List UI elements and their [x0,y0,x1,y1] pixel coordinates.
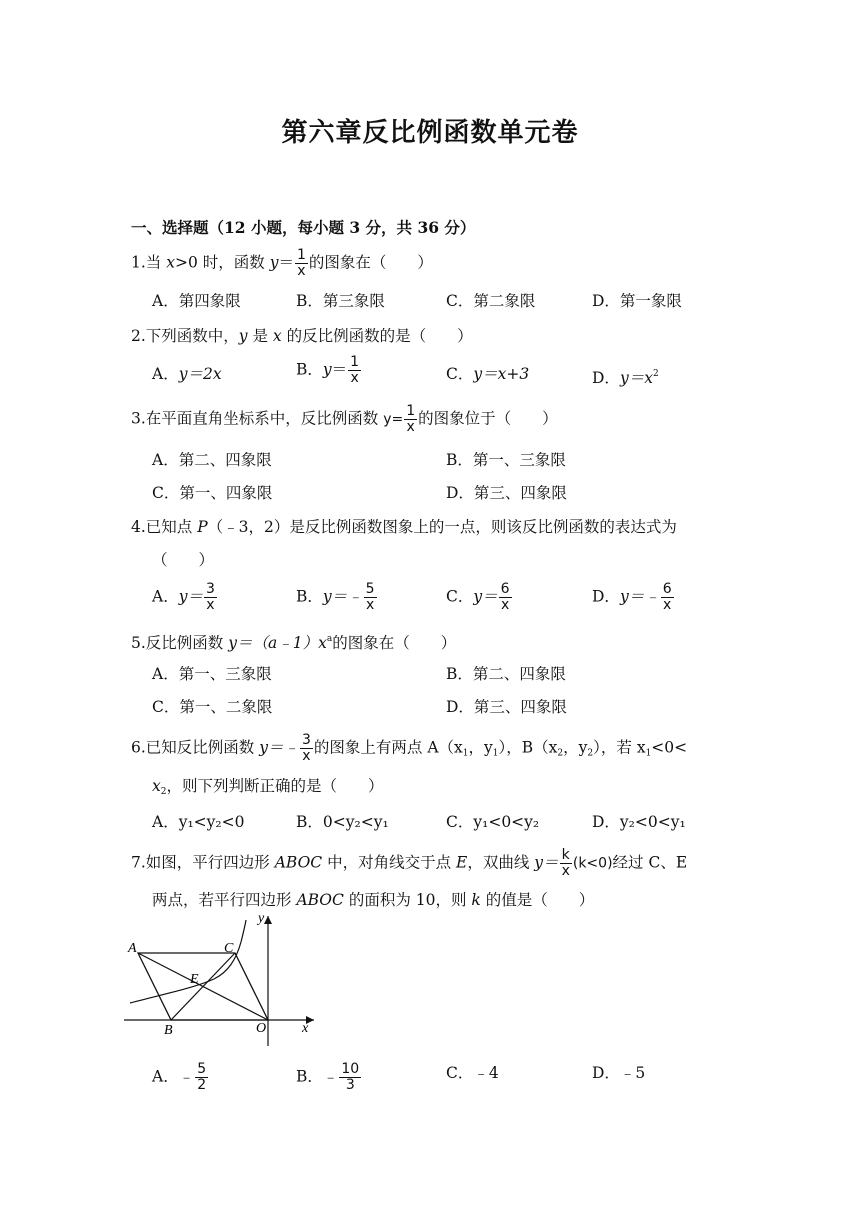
question-7: 7.如图，平行四边形 ABOC 中，对角线交于点 E，双曲线 y＝ $\frac{k}{x}$ (k<0)经过 C、E [131,847,688,879]
question-3: 3.在平面直角坐标系中，反比例函数 y= $\frac{1}{x}$ 的图象位于（ ） [131,403,558,435]
question-1: 1.当 x>0 时，函数 y＝ $\frac{1}{x}$ 的图象在（ ） [131,247,433,279]
q1-option-c[interactable]: C．第二象限 [446,292,536,310]
q1-option-d[interactable]: D．第一象限 [592,292,682,310]
q5-option-d[interactable]: D．第三、四象限 [446,698,567,716]
q3-option-c[interactable]: C．第一、四象限 [152,484,273,502]
label-c: C [224,941,234,956]
fraction: $\frac{1}{x}$ [296,247,306,279]
q2-option-c[interactable]: C．y＝x+3 [446,365,530,383]
question-2: 2.下列函数中，y 是 x 的反比例函数的是（ ） [131,327,473,345]
q3-option-a[interactable]: A．第二、四象限 [152,451,272,469]
q5-option-a[interactable]: A．第一、三象限 [152,665,272,683]
q3-option-d[interactable]: D．第三、四象限 [446,484,567,502]
q7-option-a[interactable]: A．﹣ $\frac{5}{2}$ [152,1061,207,1093]
question-5: 5.反比例函数 $y=(a﹣1)x^a$的图象在（ ） [131,634,457,652]
q5-option-c[interactable]: C．第一、二象限 [152,698,273,716]
section-heading: 一、选择题（12 小题，每小题 3 分，共 36 分） [131,218,476,237]
parallelogram-figure [124,908,324,1050]
q6-option-a[interactable]: A．y₁<y₂<0 [152,813,245,831]
q1-option-a[interactable]: A．第四象限 [152,292,241,310]
q4-option-b[interactable]: B．y＝﹣ $\frac{5}{x}$ [296,581,375,613]
q2-option-a[interactable]: A．y＝2x [152,365,222,383]
q7-option-b[interactable]: B．﹣ $\frac{10}{3}$ [296,1061,360,1093]
q7-option-c[interactable]: C．﹣4 [446,1064,499,1082]
label-x-axis: x [302,1021,309,1036]
q2-option-b[interactable]: B．y＝ $\frac{1}{x}$ [296,354,360,386]
label-y-axis: y [258,911,265,926]
label-o: O [256,1021,267,1036]
q1-option-b[interactable]: B．第三象限 [296,292,385,310]
label-a: A [128,941,137,956]
q6-option-c[interactable]: C．y₁<0<y₂ [446,813,540,831]
label-e: E [190,972,199,987]
q6-option-b[interactable]: B．0<y₂<y₁ [296,813,389,831]
q4-option-c[interactable]: C．y＝ $\frac{6}{x}$ [446,581,510,613]
question-6: 6.已知反比例函数 y＝﹣ $\frac{3}{x}$ 的图象上有两点 $A(x_1$，$y_1$），$B(x_2$，$y_2$），若 $x_1<0<$ [131,732,688,764]
question-4-bracket: （ ） [152,551,215,569]
question-6-line2: $x_2$，则下列判断正确的是（ ） [152,777,384,797]
q4-option-d[interactable]: D．y＝﹣ $\frac{6}{x}$ [592,581,672,613]
q7-option-d[interactable]: D．﹣5 [592,1064,646,1082]
q5-option-b[interactable]: B．第二、四象限 [446,665,566,683]
q3-option-b[interactable]: B．第一、三象限 [446,451,566,469]
question-7-line2: 两点，若平行四边形 ABOC 的面积为 10，则 k 的值是（ ） [152,891,595,909]
q4-option-a[interactable]: A．y＝ $\frac{3}{x}$ [152,581,215,613]
question-4: 4.已知点 P（﹣3，2）是反比例函数图象上的一点，则该反比例函数的表达式为 [131,518,677,536]
q6-option-d[interactable]: D．y₂<0<y₁ [592,813,686,831]
label-b: B [164,1023,173,1038]
q2-option-d[interactable]: D．$y=x^2$ [592,369,659,387]
page-title: 第六章反比例函数单元卷 [281,118,579,148]
